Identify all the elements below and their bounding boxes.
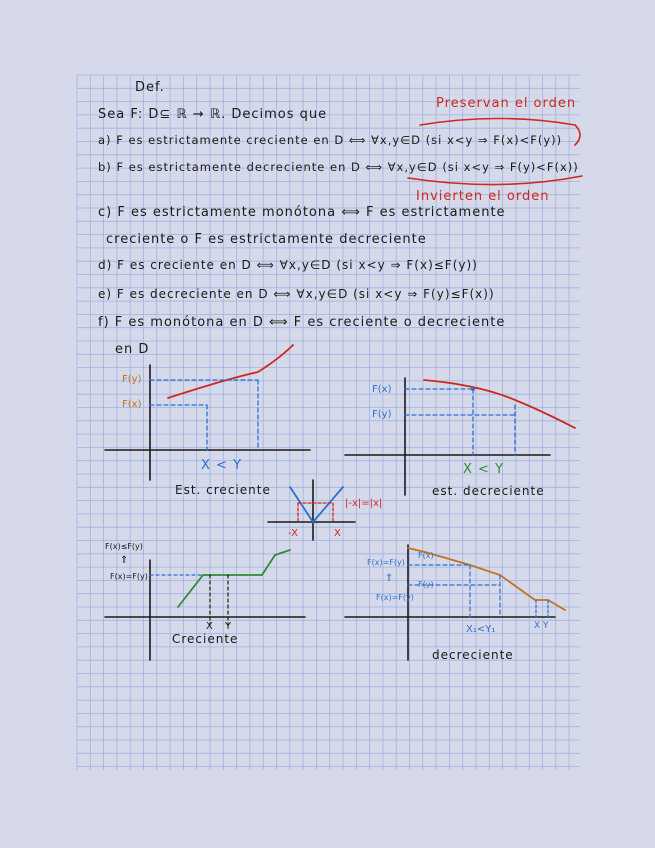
definition-f-line2: en D (115, 342, 150, 357)
graph1-fy-label: F(y) (122, 374, 142, 385)
annotation-invert: Invierten el orden (416, 189, 550, 204)
graph1-fx-label: F(x) (122, 399, 142, 410)
graph5-x1y1-label: X₁<Y₁ (466, 624, 496, 635)
graph4-x-label: X (206, 621, 213, 632)
graph5-xy-label: X Y (534, 621, 549, 631)
graph5-arrow: ⇑ (385, 573, 394, 584)
intro-line: Sea F: D⊆ ℝ → ℝ. Decimos que (98, 107, 328, 122)
graph4-arrow: ⇑ (120, 555, 129, 566)
graph4-caption: Creciente (172, 632, 239, 646)
brace-invert (408, 176, 582, 185)
graph5-caption: decreciente (432, 648, 514, 662)
graph-strictly-decreasing (345, 378, 575, 495)
graph2-caption: est. decreciente (432, 484, 545, 498)
graph5-fx-eq-fy-top: F(x)=F(y) (367, 558, 405, 567)
graph-absolute-value (268, 480, 355, 540)
graph2-fy-label: F(y) (372, 409, 392, 420)
graph4-fx-eq-fy: F(x)=F(y) (110, 572, 148, 581)
graph3-negx-label: -X (288, 528, 298, 539)
definition-d: d) F es creciente en D ⟺ ∀x,y∈D (si x<y ⇒ F(x)≤F(y)) (98, 258, 478, 272)
graph2-fx-label: F(x) (372, 384, 392, 395)
graph1-caption: Est. creciente (175, 483, 271, 497)
definition-c-line1: c) F es estrictamente monótona ⟺ F es estrictamente (98, 205, 506, 220)
definition-a: a) F es estrictamente creciente en D ⟺ ∀x,y∈D (si x<y ⇒ F(x)<F(y)) (98, 133, 563, 147)
page-title: Def. (135, 80, 165, 95)
graph3-equation: |-x|=|x| (345, 498, 383, 509)
definition-e: e) F es decreciente en D ⟺ ∀x,y∈D (si x<y ⇒ F(y)≤F(x)) (98, 287, 495, 301)
graph5-fx-label: F(x) (418, 551, 434, 560)
graph1-xy-label: X < Y (201, 458, 243, 473)
definition-f-line1: f) F es monótona en D ⟺ F es creciente o decreciente (98, 315, 506, 330)
graph5-fy-label: F(y) (418, 580, 434, 589)
graph4-y-label: Y (225, 621, 232, 632)
definition-b: b) F es estrictamente decreciente en D ⟺ ∀x,y∈D (si x<y ⇒ F(y)<F(x)) (98, 160, 579, 174)
graph2-xy-label: X < Y (463, 462, 505, 477)
brace-preserve (420, 119, 580, 146)
graph5-fx-eq-fy-bottom: F(x)=F(y) (376, 593, 414, 602)
annotation-preserve: Preservan el orden (436, 96, 577, 111)
graph4-fx-le-fy: F(x)≤F(y) (105, 542, 143, 551)
graph3-x-label: X (334, 528, 341, 539)
definition-c-line2: creciente o F es estrictamente decreciente (106, 232, 427, 247)
